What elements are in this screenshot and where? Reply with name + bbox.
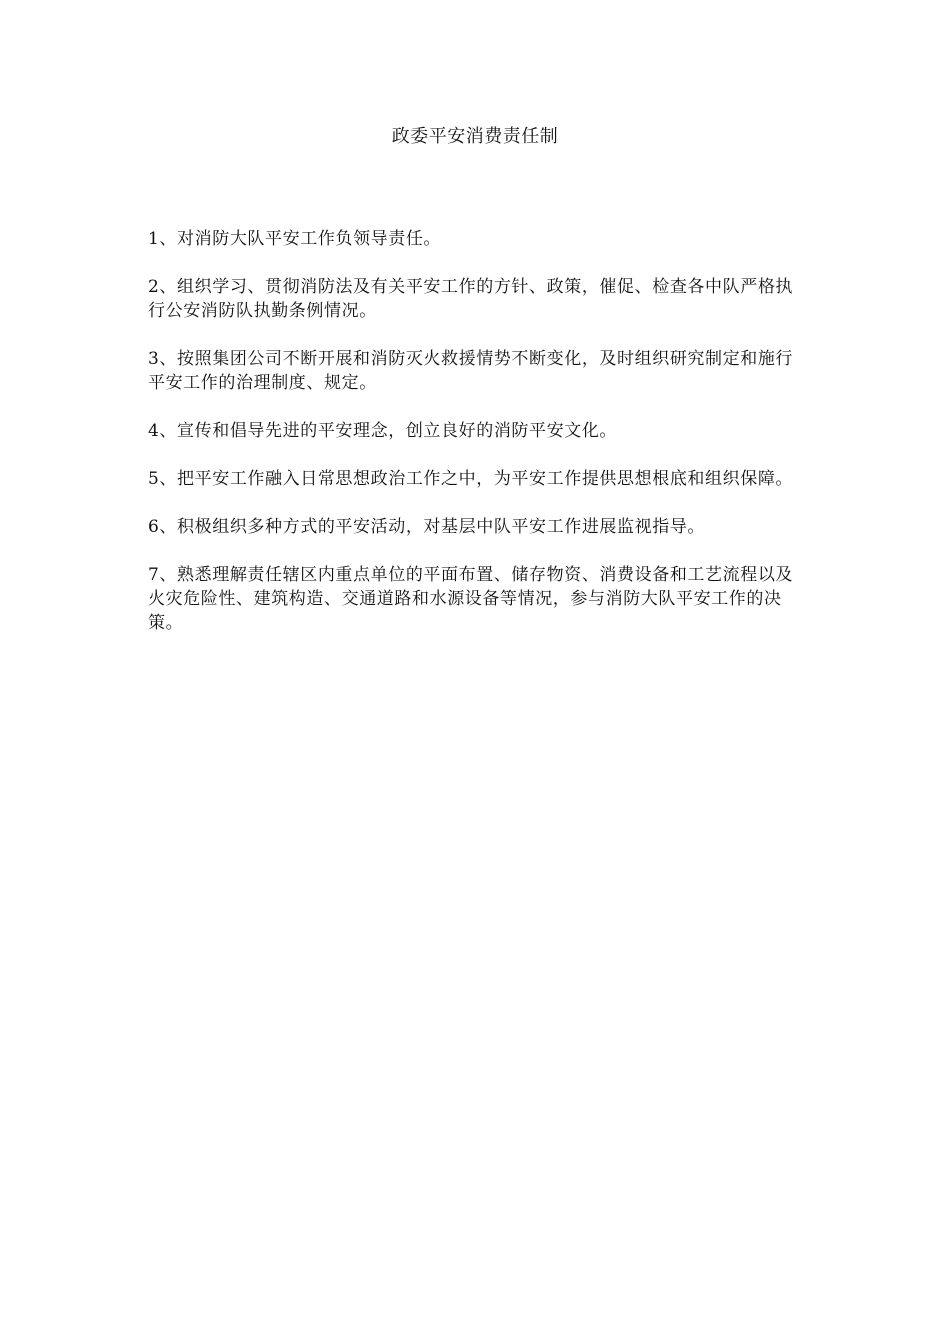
paragraph-3: 3、按照集团公司不断开展和消防灭火救援情势不断变化，及时组织研究制定和施行平安工作的治理制度、规定。	[148, 349, 794, 393]
paragraph-6: 6、积极组织多种方式的平安活动，对基层中队平安工作进展监视指导。	[148, 517, 706, 537]
paragraph-4: 4、宣传和倡导先进的平安理念，创立良好的消防平安文化。	[148, 421, 618, 441]
document-body	[148, 227, 804, 659]
document-title: 政委平安消费责任制	[391, 126, 559, 147]
paragraph-1: 1、对消防大队平安工作负领导责任。	[148, 229, 442, 249]
paragraph-5: 5、把平安工作融入日常思想政治工作之中，为平安工作提供思想根底和组织保障。	[148, 469, 794, 489]
paragraph-2: 2、组织学习、贯彻消防法及有关平安工作的方针、政策，催促、检查各中队严格执行公安消防队执勤条例情况。	[148, 277, 794, 321]
paragraph-7: 7、熟悉理解责任辖区内重点单位的平面布置、储存物资、消费设备和工艺流程以及火灾危险性、建筑构造、交通道路和水源设备等情况，参与消防大队平安工作的决策。	[148, 565, 794, 633]
